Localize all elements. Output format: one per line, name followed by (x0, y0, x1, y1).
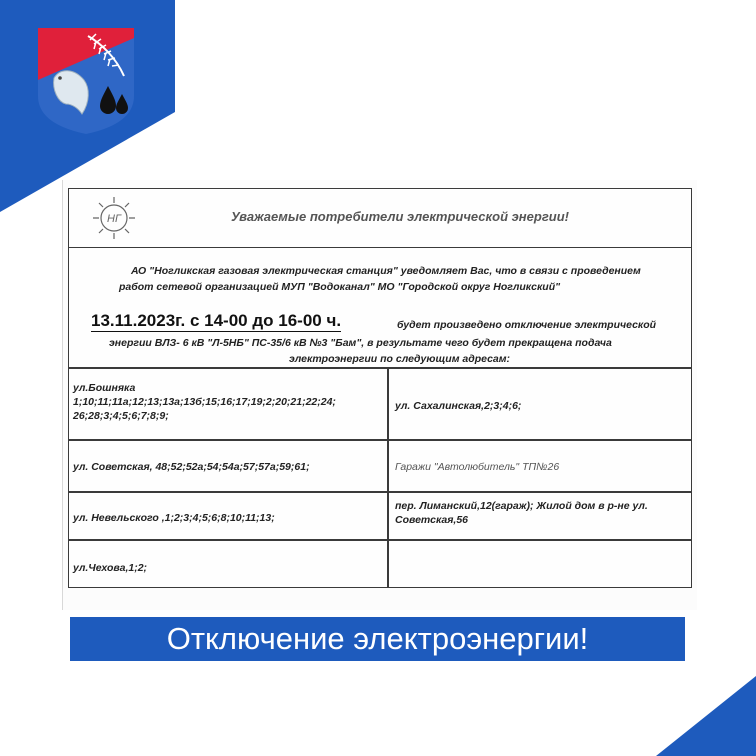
address-cell (391, 499, 687, 527)
notice-intro (69, 249, 691, 367)
address-cell (69, 381, 387, 424)
outage-date-range: 13.11.2023г. с 14-00 до 16-00 ч. (91, 311, 342, 330)
house-numbers: 26;28;3;4;5;6;7;8;9; (73, 410, 169, 423)
address-cell: Гаражи "Автолюбитель" ТП№26 (395, 461, 560, 473)
address-cell: ул. Сахалинская,2;3;4;6; (395, 400, 522, 412)
address-line: пер. Лиманский,12(гараж); Жилой дом в р-не ул. (395, 500, 648, 512)
address-line: Советская,56 (395, 514, 469, 527)
logo-text: НГ (107, 213, 121, 225)
notice-document (68, 188, 692, 588)
intro-line-1: АО "Ногликская газовая электрическая станция" уведомляет Вас, что в связи с проведением (131, 265, 641, 277)
addresses-intro: электроэнергии по следующим адресам: (289, 353, 511, 365)
address-cell: ул. Советская, 48;52;52а;54;54а;57;57а;59;61; (73, 461, 310, 473)
energy-line: энергии ВЛЗ- 6 кВ "Л-5НБ" ПС-35/6 кВ №3 "Бам", в результате чего будет прекращена подача (109, 337, 612, 349)
table-column-divider (387, 367, 389, 587)
coat-of-arms-icon (38, 28, 134, 134)
intro-line-2: работ сетевой организацией МУП "Водоканал" МО "Городской округ Ногликский" (119, 281, 561, 293)
table-divider (69, 439, 691, 441)
notice-header (69, 189, 691, 248)
notice-greeting: Уважаемые потребители электрической энергии! (231, 209, 569, 224)
headline-banner: Отключение электроэнергии! (70, 617, 685, 661)
outage-statement: будет произведено отключение электрической (397, 319, 657, 331)
gas-station-logo-icon (91, 195, 137, 241)
table-divider (69, 367, 691, 369)
address-cell: ул.Чехова,1;2; (73, 562, 148, 574)
address-cell: ул. Невельского ,1;2;3;4;5;6;8;10;11;13; (73, 512, 275, 524)
address-table (69, 367, 691, 587)
house-numbers: 1;10;11;11а;12;13;13а;13б;15;16;17;19;2;20;21;22;24; (73, 396, 336, 409)
table-divider (69, 491, 691, 493)
bottom-right-blue-corner (656, 676, 756, 756)
street-name: ул.Бошняка (73, 382, 136, 394)
table-divider (69, 539, 691, 541)
